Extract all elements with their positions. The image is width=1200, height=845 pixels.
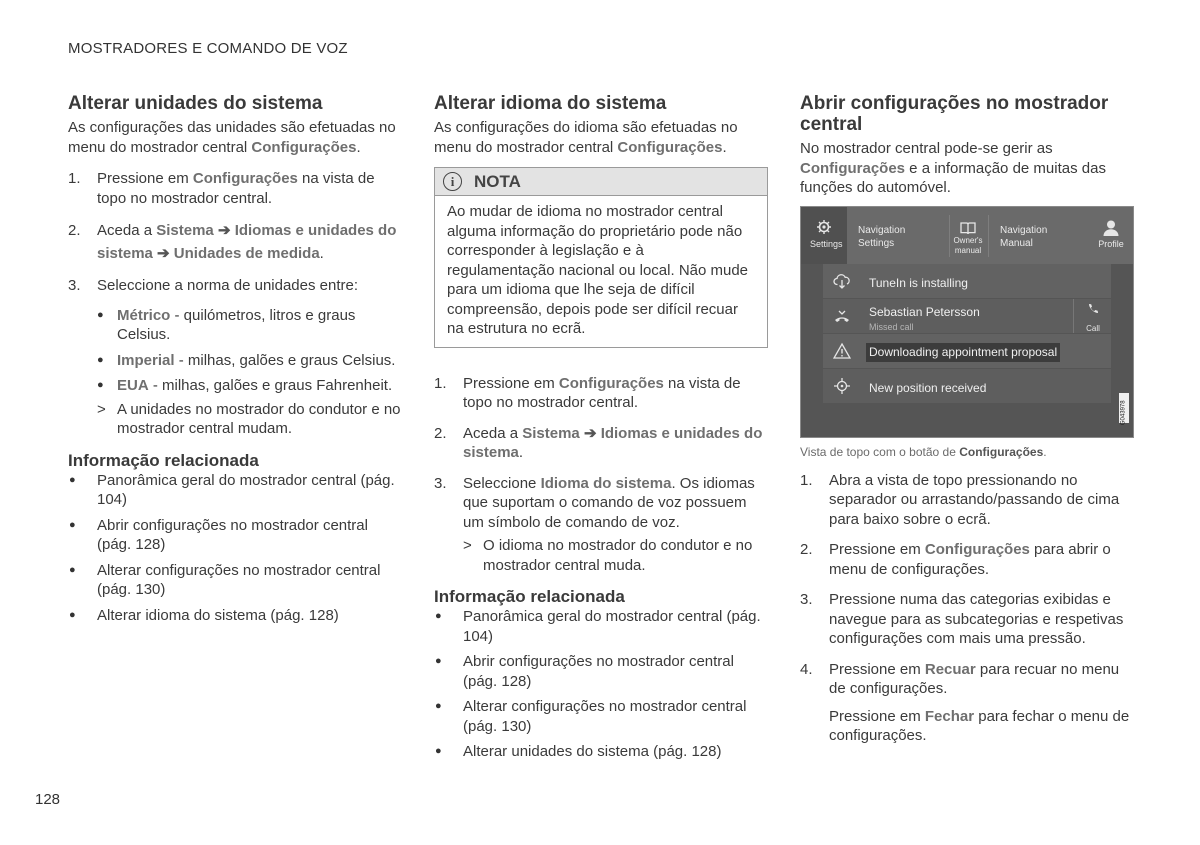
column-abrir-configuracoes xyxy=(800,93,1134,757)
related-link[interactable]: ● Panorâmica geral do mostrador central (pág. 104) xyxy=(434,607,768,646)
bullet-imperial: ● Imperial - milhas, galões e graus Celsius. xyxy=(97,351,404,371)
bullet-metrico: ● Métrico - quilómetros, litros e graus Celsius. xyxy=(97,306,404,345)
step-1: 1. Pressione em Configurações na vista de topo no mostrador central. xyxy=(434,374,741,411)
crosshair-icon xyxy=(833,377,851,395)
warning-icon xyxy=(833,342,851,360)
cloud-download-icon xyxy=(833,272,851,290)
keyword-configuracoes: Configurações xyxy=(251,138,357,156)
settings-tab[interactable]: Settings xyxy=(801,207,847,264)
step-1: 1. Pressione em Configurações na vista de topo no mostrador central. xyxy=(68,170,375,207)
owners-manual-tab[interactable]: Owner's manual xyxy=(949,207,987,264)
top-view-bar xyxy=(801,207,1133,264)
related-link[interactable]: ● Panorâmica geral do mostrador central (pág. 104) xyxy=(68,471,404,510)
step-2: 2. Aceda a Sistema ➔ Idiomas e unidades do sistema ➔ Unidades de medida. xyxy=(68,222,397,262)
arrow-icon: ➔ xyxy=(217,222,231,239)
steps-list xyxy=(800,471,1134,746)
bullet-eua: ● EUA - milhas, galões e graus Fahrenheit. xyxy=(97,376,404,396)
related-list xyxy=(434,607,768,762)
section-title: Abrir configurações no mostrador central xyxy=(800,93,1109,135)
step-4: 4. Pressione em Recuar para recuar no menu de configurações. xyxy=(800,660,1120,697)
column-alterar-idioma xyxy=(434,93,768,768)
note-title: NOTA xyxy=(474,171,521,191)
related-link[interactable]: ● Abrir configurações no mostrador central (pág. 128) xyxy=(434,652,768,691)
column-alterar-unidades xyxy=(68,93,404,631)
notification-position[interactable]: New position received xyxy=(823,369,1111,403)
note-header xyxy=(435,168,767,196)
section-title: Alterar idioma do sistema xyxy=(434,93,667,114)
center-display-screenshot xyxy=(800,206,1134,438)
missed-call-icon xyxy=(833,307,851,325)
notification-tunein[interactable]: TuneIn is installing xyxy=(823,264,1111,298)
note-text: Ao mudar de idioma no mostrador central alguma informação do proprietário pode não corresponder à legislação e à regulamentação nacional ou local. Não mude para um idioma que lhe seja de difícil compreensão, depois pode ser difícil recuar na estrutura no ecrã. xyxy=(447,203,749,337)
note-box xyxy=(434,167,768,348)
notification-downloading[interactable]: Downloading appointment proposal xyxy=(823,334,1111,368)
arrow-icon: ➔ xyxy=(583,424,597,442)
profile-tab[interactable]: Profile xyxy=(1091,207,1131,264)
step-1: 1. Abra a vista de topo pressionando no separador ou arrastando/passando de cima para baixo sobre o ecrã. xyxy=(800,471,1120,528)
info-icon: i xyxy=(443,172,462,191)
book-icon xyxy=(960,221,976,235)
related-link[interactable]: ● Alterar configurações no mostrador central (pág. 130) xyxy=(434,697,768,736)
related-title: Informação relacionada xyxy=(68,450,259,470)
notification-missed-call[interactable]: Sebastian Petersson Missed call Call xyxy=(823,299,1111,333)
step-3: 3. Pressione numa das categorias exibidas e navegue para as subcategorias e respetivas configurações com mais uma pressão. xyxy=(800,591,1124,647)
profile-icon xyxy=(1102,219,1120,237)
gear-icon xyxy=(816,219,832,235)
page-header: MOSTRADORES E COMANDO DE VOZ xyxy=(68,40,348,57)
section-title: Alterar unidades do sistema xyxy=(68,93,323,114)
phone-icon xyxy=(1087,303,1099,315)
related-link[interactable]: ● Alterar unidades do sistema (pág. 128) xyxy=(434,742,768,762)
related-link[interactable]: ● Alterar configurações no mostrador central (pág. 130) xyxy=(68,561,404,600)
call-button[interactable]: Call xyxy=(1073,299,1112,333)
image-code-label: G043978 xyxy=(1119,393,1129,423)
related-link[interactable]: ● Abrir configurações no mostrador central (pág. 128) xyxy=(68,516,404,555)
step-2: 2. Aceda a Sistema ➔ Idiomas e unidades do sistema. xyxy=(434,424,763,461)
related-link[interactable]: ● Alterar idioma do sistema (pág. 128) xyxy=(68,606,404,626)
related-list xyxy=(68,471,404,626)
related-title: Informação relacionada xyxy=(434,587,625,606)
navigation-settings-tab[interactable]: Navigation Settings xyxy=(858,224,906,249)
step-2: 2. Pressione em Configurações para abrir o menu de configurações. xyxy=(800,541,1111,578)
steps-list xyxy=(434,374,768,576)
arrow-icon: ➔ xyxy=(157,245,170,262)
intro-text: No mostrador central pode-se gerir as Configurações e a informação de muitas das funções do automóvel. xyxy=(800,140,1106,196)
intro-text: As configurações do idioma são efetuadas no menu do mostrador central Configurações. xyxy=(434,119,738,156)
result-text: > A unidades no mostrador do condutor e no mostrador central mudam. xyxy=(97,400,401,437)
navigation-manual-tab[interactable]: Navigation Manual xyxy=(1000,224,1048,249)
step-3: 3. Seleccione Idioma do sistema. Os idiomas que suportam o comando de voz possuem um símbolo de comando de voz. xyxy=(434,474,755,531)
figure-caption: Vista de topo com o botão de Configurações. xyxy=(800,444,1047,459)
steps-list xyxy=(68,169,404,439)
result-text: > O idioma no mostrador do condutor e no mostrador central muda. xyxy=(463,537,753,574)
page-number: 128 xyxy=(35,791,61,808)
step-4-continuation: Pressione em Fechar para fechar o menu de configurações. xyxy=(829,707,1130,744)
step-3: 3. Seleccione a norma de unidades entre: xyxy=(68,277,359,294)
intro-text: As configurações das unidades são efetuadas no menu do mostrador central Configurações. xyxy=(68,119,396,156)
